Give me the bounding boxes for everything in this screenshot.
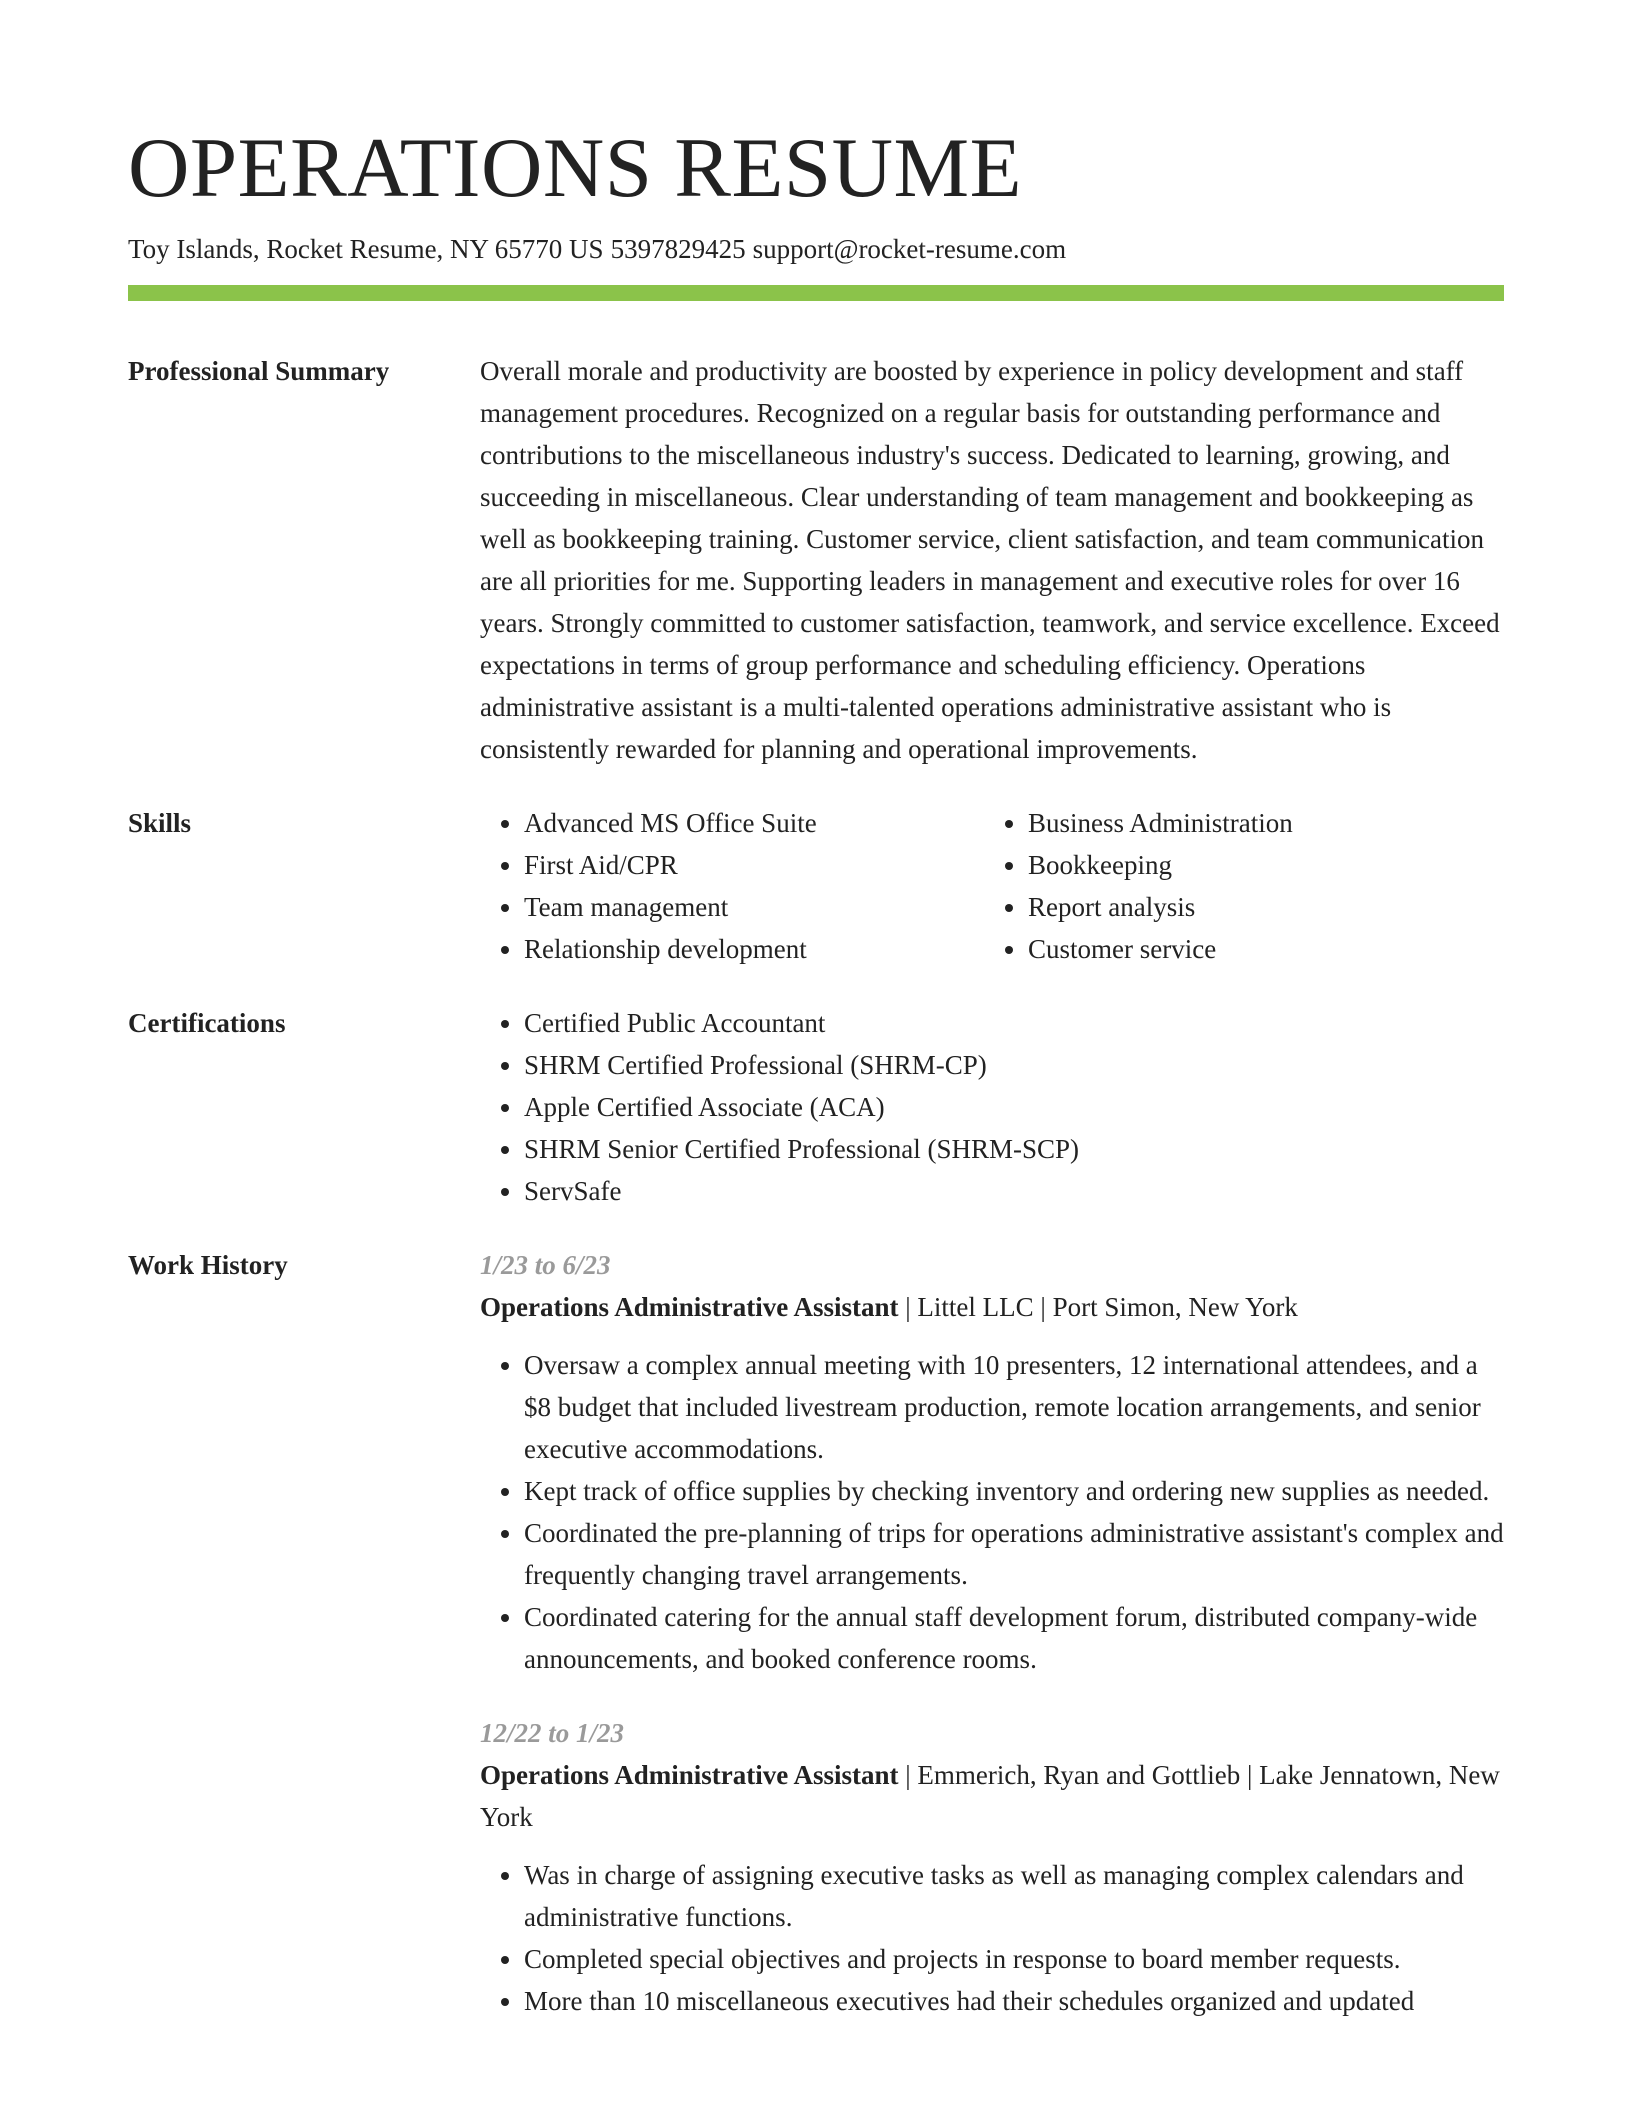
job-bullet: • Was in charge of assigning executive tasks as well as managing complex calendars and administrative functions. <box>524 1854 1504 1938</box>
skills-grid <box>480 802 1504 970</box>
certifications-list <box>480 1002 1504 1212</box>
job-bullets <box>480 1854 1504 2022</box>
certifications-section <box>128 1002 1504 1212</box>
skill-item: • Business Administration <box>1028 802 1548 844</box>
skills-column-1 <box>480 802 984 970</box>
summary-text: Overall morale and productivity are boosted by experience in policy development and staff management procedures. Recognized on a regular basis for outstanding performance and contributions to the miscellaneous industry's success. Dedicated to learning, growing, and succeeding in miscellaneous. Clear understanding of team management and bookkeeping as well as bookkeeping training. Customer service, client satisfaction, and team communication are all priorities for me. Supporting leaders in management and executive roles for over 16 years. Strongly committed to customer satisfaction, teamwork, and service excellence. Exceed expectations in terms of group performance and scheduling efficiency. Operations administrative assistant is a multi-talented operations administrative assistant who is consistently rewarded for planning and operational improvements. <box>480 356 1500 764</box>
section-title-skills: Skills <box>128 808 192 838</box>
certification-item: • Certified Public Accountant <box>524 1002 1504 1044</box>
job-bullet: • Oversaw a complex annual meeting with 10 presenters, 12 international attendees, and a $8 budget that included livestream production, remote location arrangements, and senior executive accommodations. <box>524 1344 1504 1470</box>
job-details: | Emmerich, Ryan and Gottlieb | Lake Jennatown, New York <box>480 1760 1500 1832</box>
skill-item: • Customer service <box>1028 928 1548 970</box>
certification-item: • ServSafe <box>524 1170 1504 1212</box>
job-entry <box>480 1244 1504 1680</box>
job-heading <box>480 1754 1504 1838</box>
job-heading <box>480 1286 1504 1328</box>
summary-section <box>128 350 1504 770</box>
skill-item: • Advanced MS Office Suite <box>524 802 984 844</box>
certification-item: • Apple Certified Associate (ACA) <box>524 1086 1504 1128</box>
skill-item: • First Aid/CPR <box>524 844 984 886</box>
resume-title: OPERATIONS RESUME <box>128 121 1023 215</box>
job-dates: 12/22 to 1/23 <box>480 1718 625 1748</box>
job-details: | Littel LLC | Port Simon, New York <box>898 1292 1298 1322</box>
section-title-summary: Professional Summary <box>128 356 390 386</box>
job-bullets <box>480 1344 1504 1680</box>
contact-line <box>128 232 1066 266</box>
job-bullet: • Kept track of office supplies by checking inventory and ordering new supplies as needed. <box>524 1470 1504 1512</box>
contact-email: support@rocket-resume.com <box>752 234 1067 264</box>
skills-column-2 <box>984 802 1548 970</box>
skill-item: • Relationship development <box>524 928 984 970</box>
job-title: Operations Administrative Assistant <box>480 1760 899 1790</box>
section-title-certifications: Certifications <box>128 1008 286 1038</box>
contact-address: Toy Islands, Rocket Resume, NY 65770 US <box>128 234 604 264</box>
job-title: Operations Administrative Assistant <box>480 1292 899 1322</box>
job-dates: 1/23 to 6/23 <box>480 1250 611 1280</box>
skill-item: • Bookkeeping <box>1028 844 1548 886</box>
skills-section <box>128 802 1504 970</box>
certification-item: • SHRM Certified Professional (SHRM-CP) <box>524 1044 1504 1086</box>
header-divider <box>128 285 1504 301</box>
work-history-body <box>480 1244 1504 2022</box>
summary-body <box>480 350 1504 770</box>
certifications-body <box>480 1002 1504 1212</box>
job-entry <box>480 1712 1504 2022</box>
work-history-section <box>128 1244 1504 2022</box>
job-bullet: • Coordinated catering for the annual staff development forum, distributed company-wide announcements, and booked conference rooms. <box>524 1596 1504 1680</box>
resume-content <box>128 350 1504 2022</box>
contact-phone: 5397829425 <box>610 234 746 264</box>
section-title-work-history: Work History <box>128 1250 288 1280</box>
job-bullet: • Coordinated the pre-planning of trips for operations administrative assistant's complex and frequently changing travel arrangements. <box>524 1512 1504 1596</box>
job-bullet: • Completed special objectives and projects in response to board member requests. <box>524 1938 1504 1980</box>
job-bullet: • More than 10 miscellaneous executives had their schedules organized and updated <box>524 1980 1504 2022</box>
certification-item: • SHRM Senior Certified Professional (SHRM-SCP) <box>524 1128 1504 1170</box>
skills-body <box>480 802 1504 970</box>
skill-item: • Team management <box>524 886 984 928</box>
skill-item: • Report analysis <box>1028 886 1548 928</box>
